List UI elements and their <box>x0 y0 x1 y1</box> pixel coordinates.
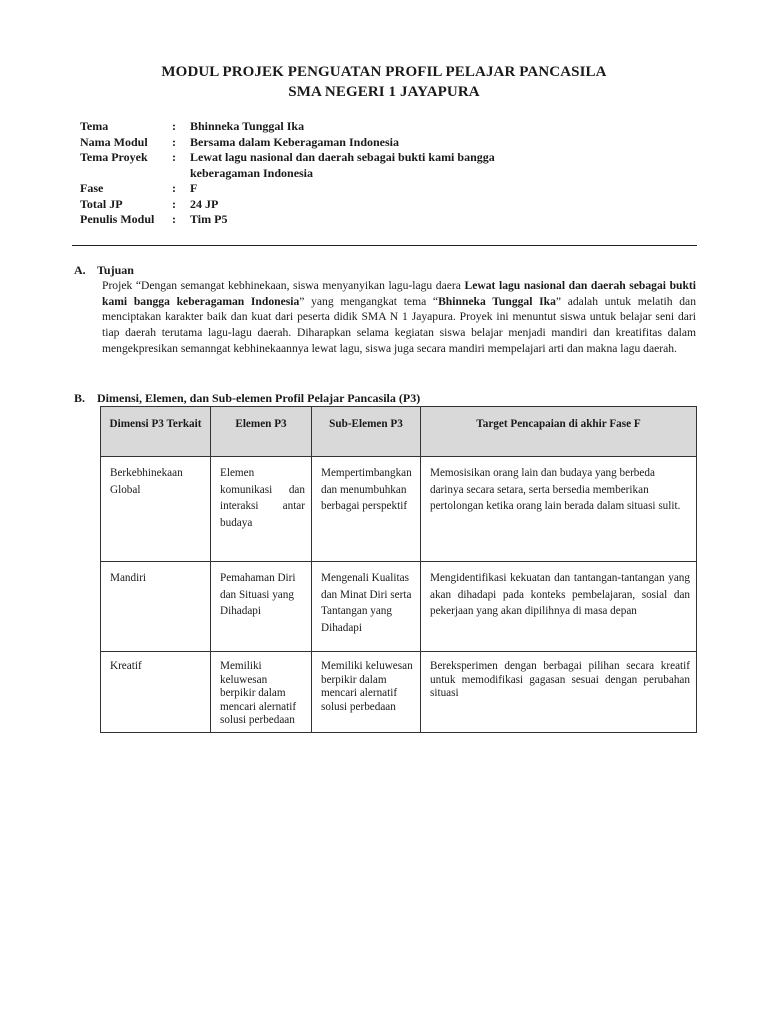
meta-separator: : <box>172 134 176 149</box>
cell-sub-elemen: Mempertimbangkan dan menumbuhkan berbagai perspektif <box>312 457 421 562</box>
meta-key: Tema Proyek <box>80 150 148 164</box>
meta-value: Bhinneka Tunggal Ika <box>190 119 305 133</box>
cell-sub-elemen: Mengenali Kualitas dan Minat Diri serta Tantangan yang Dihadapi <box>312 562 421 652</box>
header-target: Target Pencapaian di akhir Fase F <box>421 407 697 457</box>
meta-value: Tim P5 <box>190 212 228 226</box>
section-letter: B. <box>74 391 86 405</box>
meta-row-fase <box>80 181 530 197</box>
document-title: MODUL PROJEK PENGUATAN PROFIL PELAJAR PANCASILA <box>161 64 607 80</box>
meta-key: Tema <box>80 119 109 133</box>
school-name: SMA NEGERI 1 JAYAPURA <box>288 84 480 100</box>
cell-elemen: Pemahaman Diri dan Situasi yang Dihadapi <box>211 562 312 652</box>
table-header-row <box>101 407 697 457</box>
meta-row-penulis <box>80 212 530 228</box>
cell-elemen: Elemen komunikasi dan interaksi antar budaya <box>211 457 312 562</box>
header-elemen: Elemen P3 <box>211 407 312 457</box>
table-row <box>101 457 697 562</box>
objective-text: ” yang mengangkat tema “ <box>299 294 439 308</box>
table-row <box>101 652 697 733</box>
table-row <box>101 562 697 652</box>
meta-key: Penulis Modul <box>80 212 155 226</box>
section-b-heading <box>74 391 420 406</box>
header-dimensi: Dimensi P3 Terkait <box>101 407 211 457</box>
cell-dimensi: Berkebhinekaan Global <box>101 457 211 562</box>
section-title: Dimensi, Elemen, dan Sub-elemen Profil Pelajar Pancasila (P3) <box>97 391 421 405</box>
objective-text: Projek “Dengan semangat kebhinekaan, siswa menyanyikan lagu-lagu daera <box>102 279 465 292</box>
section-title: Tujuan <box>97 263 134 277</box>
cell-target: Bereksperimen dengan berbagai pilihan secara kreatif untuk memodifikasi gagasan sesuai dengan perubahan situasi <box>421 652 697 733</box>
theme-bold: Bhinneka Tunggal Ika <box>438 294 556 308</box>
p3-dimension-table <box>100 406 697 733</box>
objective-text: ” adalah untuk melatih dan menciptakan karakter baik dan kuat dari peserta didik SMA N 1 Jayapura. Proyek ini menuntut siswa untuk belajar seni dari tiap daerah terutama lagu-lagu daerah. Diharapkan selama kegiatan siswa belajar menjadi mandiri dan kreatifitas dalam mengekpresikan semanngat kebhinekaannya lewat lagu, siswa juga secara mandiri mempelajari arti dan makna lagu daerah. <box>102 294 696 355</box>
module-info <box>80 119 530 228</box>
meta-row-tema-proyek <box>80 150 530 181</box>
section-a-heading <box>74 263 134 278</box>
meta-value: Lewat lagu nasional dan daerah sebagai bukti kami bangga keberagaman Indonesia <box>190 150 495 180</box>
meta-value: Bersama dalam Keberagaman Indonesia <box>190 134 400 149</box>
meta-key: Fase <box>80 181 104 195</box>
meta-value: F <box>190 181 198 195</box>
meta-separator: : <box>172 181 176 195</box>
meta-separator: : <box>172 196 176 211</box>
meta-separator: : <box>172 150 176 164</box>
header-sub-elemen: Sub-Elemen P3 <box>312 407 421 457</box>
meta-key: Total JP <box>80 196 123 211</box>
meta-separator: : <box>172 119 176 133</box>
meta-row-total-jp <box>80 197 530 213</box>
meta-row-nama-modul <box>80 135 530 151</box>
project-theme-bold: Lewat lagu nasional dan daerah sebagai bukti kami bangga keberagaman Indonesia <box>102 279 696 308</box>
meta-key: Nama Modul <box>80 134 148 149</box>
meta-value: 24 JP <box>190 196 219 211</box>
cell-dimensi: Kreatif <box>101 652 211 733</box>
objective-paragraph <box>102 278 696 357</box>
cell-dimensi: Mandiri <box>101 562 211 652</box>
meta-row-tema <box>80 119 530 135</box>
meta-separator: : <box>172 212 176 226</box>
cell-target: Memosisikan orang lain dan budaya yang berbeda darinya secara setara, serta bersedia memberikan pertolongan ketika orang lain berada dalam situasi sulit. <box>421 457 697 562</box>
cell-elemen: Memiliki keluwesan berpikir dalam mencari alernatif solusi perbedaan <box>211 652 312 733</box>
section-letter: A. <box>74 263 86 277</box>
cell-sub-elemen: Memiliki keluwesan berpikir dalam mencari alernatif solusi perbedaan <box>312 652 421 733</box>
horizontal-divider <box>72 245 697 246</box>
cell-target: Mengidentifikasi kekuatan dan tantangan-tantangan yang akan dihadapi pada konteks pembelajaran, sosial dan pekerjaan yang akan dipilihnya di masa depan <box>421 562 697 652</box>
